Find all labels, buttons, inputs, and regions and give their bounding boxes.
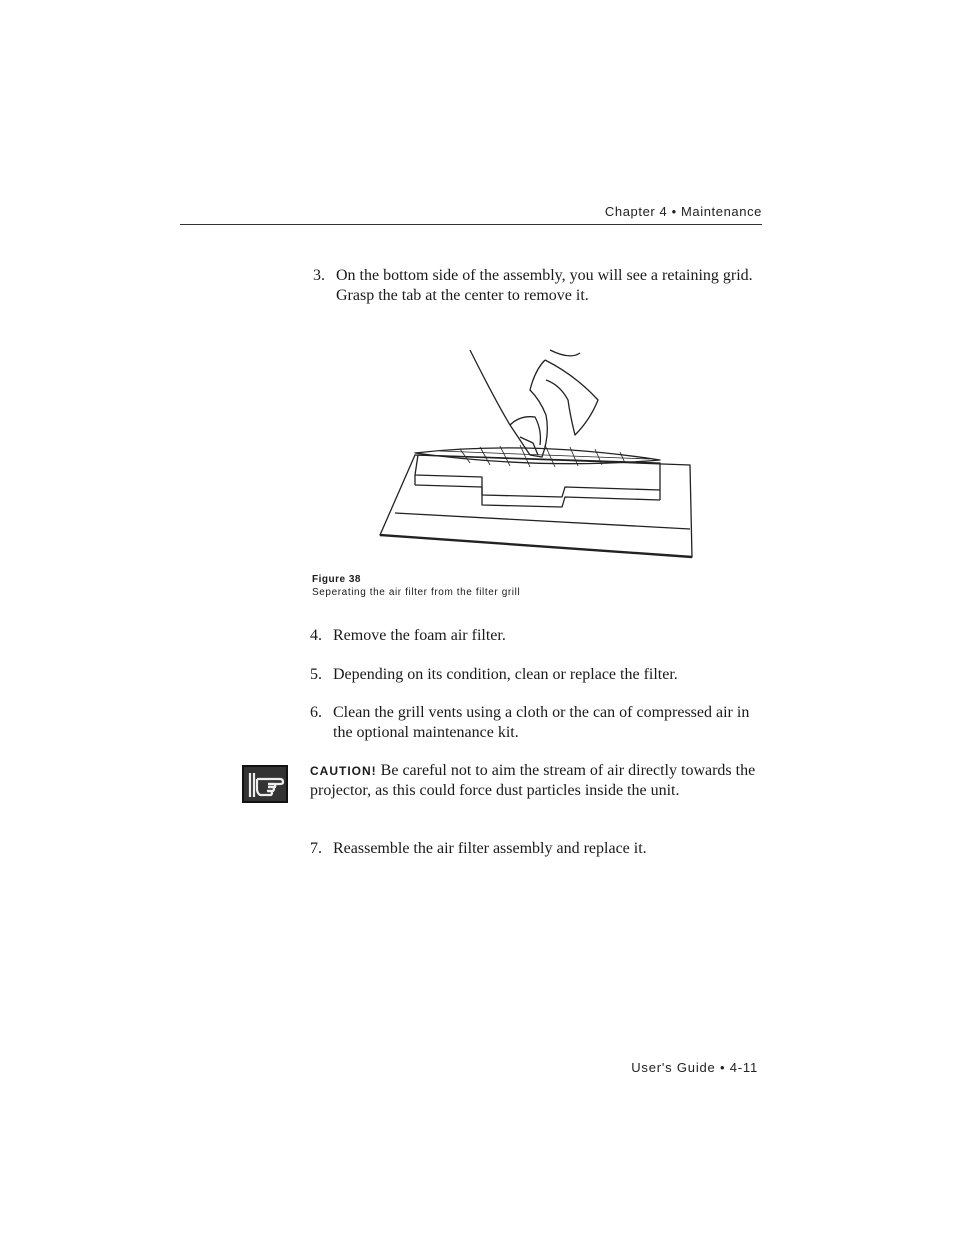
step-text: Reassemble the air filter assembly and replace it.: [333, 840, 647, 857]
step-3: [313, 266, 753, 306]
caution-note: [310, 761, 760, 801]
step-text: Depending on its condition, clean or replace the filter.: [333, 666, 678, 683]
step-number: 5.: [310, 666, 322, 683]
page-footer: User's Guide • 4-11: [631, 1060, 758, 1075]
figure-label: Figure 38: [312, 574, 361, 585]
step-5: [310, 665, 750, 685]
step-text: Remove the foam air filter.: [333, 627, 506, 644]
step-7: [310, 839, 750, 859]
step-text: Clean the grill vents using a cloth or the can of compressed air in the optional maintenance kit.: [333, 704, 750, 741]
step-number: 7.: [310, 840, 322, 857]
caution-label: CAUTION!: [310, 764, 377, 778]
figure-illustration: [370, 345, 700, 560]
page-header: [180, 202, 762, 225]
figure-caption: Seperating the air filter from the filter grill: [312, 587, 521, 598]
step-4: [310, 626, 750, 646]
step-number: 3.: [313, 267, 325, 284]
step-text: On the bottom side of the assembly, you will see a retaining grid. Grasp the tab at the center to remove it.: [336, 267, 753, 304]
step-number: 4.: [310, 627, 322, 644]
chapter-title: Chapter 4 • Maintenance: [604, 204, 762, 219]
caution-text: Be careful not to aim the stream of air directly towards the projector, as this could force dust particles inside the unit.: [310, 762, 756, 799]
hand-pulling-grid-icon: [370, 345, 700, 560]
step-number: 6.: [310, 704, 322, 721]
step-6: [310, 703, 750, 743]
pointing-hand-icon: [242, 765, 288, 803]
